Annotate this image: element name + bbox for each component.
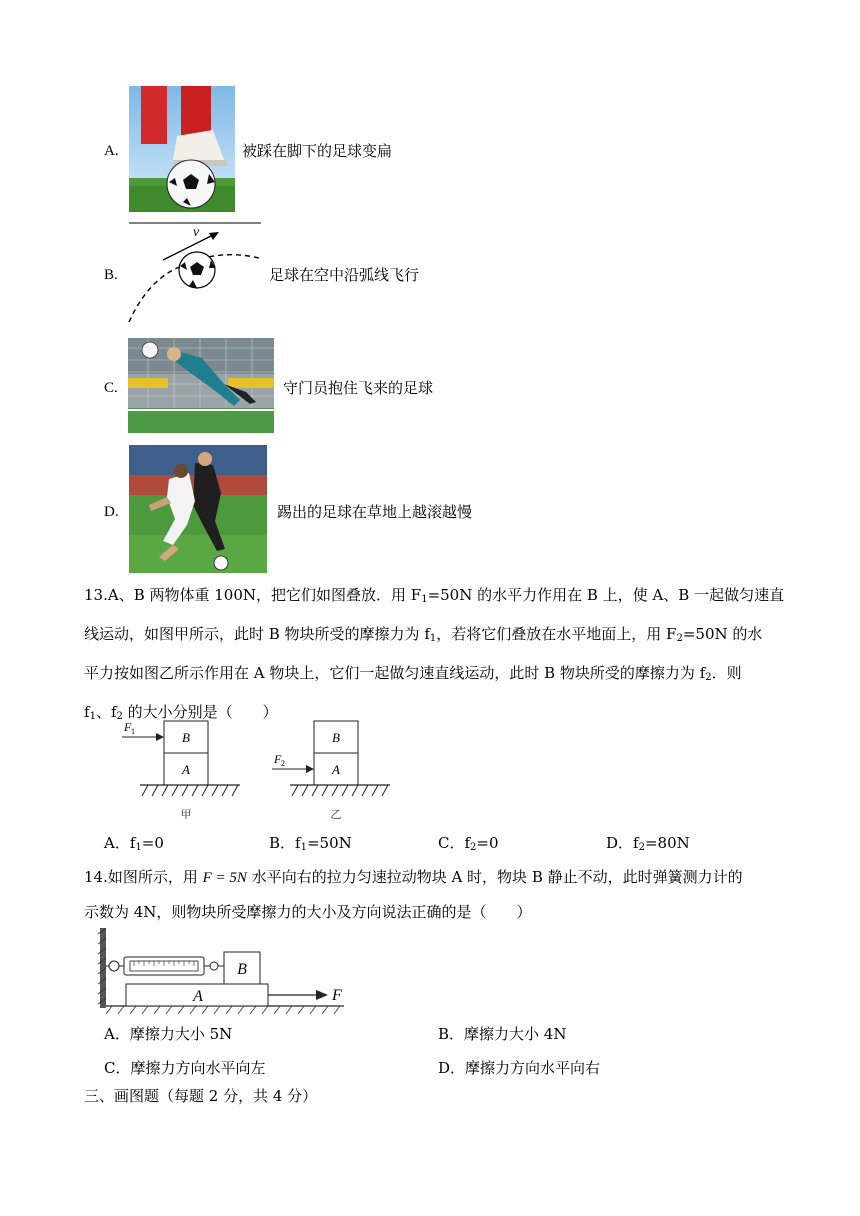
force-subscript: 1 xyxy=(131,727,135,736)
block-b-label: B xyxy=(182,730,190,745)
figure-football-arc xyxy=(127,222,263,326)
q13-line-4: $f_1$、$f_2$ 的大小分别是（ ） xyxy=(84,703,278,722)
force-label: F xyxy=(124,720,132,734)
option-text: 踢出的足球在草地上越滚越慢 xyxy=(277,503,473,521)
force-subscript: 2 xyxy=(281,759,285,768)
formula: F = 5N xyxy=(202,870,247,886)
q14-option-a[interactable]: A．摩擦力大小 5N xyxy=(104,1025,233,1043)
q14-option-d[interactable]: D．摩擦力方向水平向右 xyxy=(438,1059,601,1077)
block-a-label: A xyxy=(332,762,340,777)
option-text: 被踩在脚下的足球变扁 xyxy=(242,142,393,160)
force-label: F xyxy=(332,987,342,1004)
figure-caption: 甲 xyxy=(180,808,192,821)
block-b-label: B xyxy=(237,961,247,978)
option-label: C. xyxy=(104,380,118,396)
q14-option-b[interactable]: B．摩擦力大小 4N xyxy=(438,1025,567,1043)
q13-option-b[interactable]: B．$f_1=50N$ xyxy=(269,834,352,853)
q13-option-c[interactable]: C．$f_2=0$ xyxy=(438,834,499,853)
figure-caption: 乙 xyxy=(330,808,342,821)
q13-line-2: 线运动，如图甲所示，此时 B 物块所受的摩擦力为 $f_1$，若将它们叠放在水平地面上，用 $F_2=50N$ 的水 xyxy=(84,625,763,644)
q13-line-3: 平力按如图乙所示作用在 A 物块上，它们一起做匀速直线运动，此时 B 物块所受的摩擦力为 $f_2$．则 xyxy=(84,664,742,683)
photo-football-under-foot xyxy=(129,86,235,212)
q13-figure-yi xyxy=(268,716,398,826)
q13-option-a[interactable]: A．$f_1=0$ xyxy=(104,834,164,853)
option-label: A. xyxy=(104,143,119,159)
q14-option-c[interactable]: C．摩擦力方向水平向左 xyxy=(104,1059,266,1077)
q14-line-2: 示数为 4N，则物块所受摩擦力的大小及方向说法正确的是（ ） xyxy=(84,903,532,921)
option-text: 足球在空中沿弧线飞行 xyxy=(269,266,420,284)
velocity-label: v xyxy=(193,225,200,240)
option-text: 守门员抱住飞来的足球 xyxy=(283,379,434,397)
q14-stem xyxy=(84,860,784,929)
q13-figure-jia xyxy=(118,716,248,826)
photo-football-players xyxy=(129,445,267,573)
q13-option-d[interactable]: D．$f_2=80N$ xyxy=(606,834,690,853)
block-b-label: B xyxy=(332,730,340,745)
q14-line-1: 14.如图所示，用 F = 5N 水平向右的拉力匀速拉动物块 A 时，物块 B 静止不动，此时弹簧测力计的 xyxy=(84,868,743,886)
q13-line-1: 13.A、B 两物体重 100N，把它们如图叠放．用 $F_1=50N$ 的水平力作用在 B 上，使 A、B 一起做匀速直 xyxy=(84,586,785,605)
block-a-label: A xyxy=(193,988,203,1005)
section-3-title: 三、画图题（每题 2 分，共 4 分） xyxy=(84,1087,318,1105)
q13-stem xyxy=(84,578,784,734)
option-label: D. xyxy=(104,504,119,520)
q14-figure xyxy=(98,928,348,1014)
photo-goalkeeper xyxy=(128,338,274,433)
option-label: B. xyxy=(104,267,118,283)
force-label: F xyxy=(274,752,282,766)
block-a-label: A xyxy=(182,762,190,777)
